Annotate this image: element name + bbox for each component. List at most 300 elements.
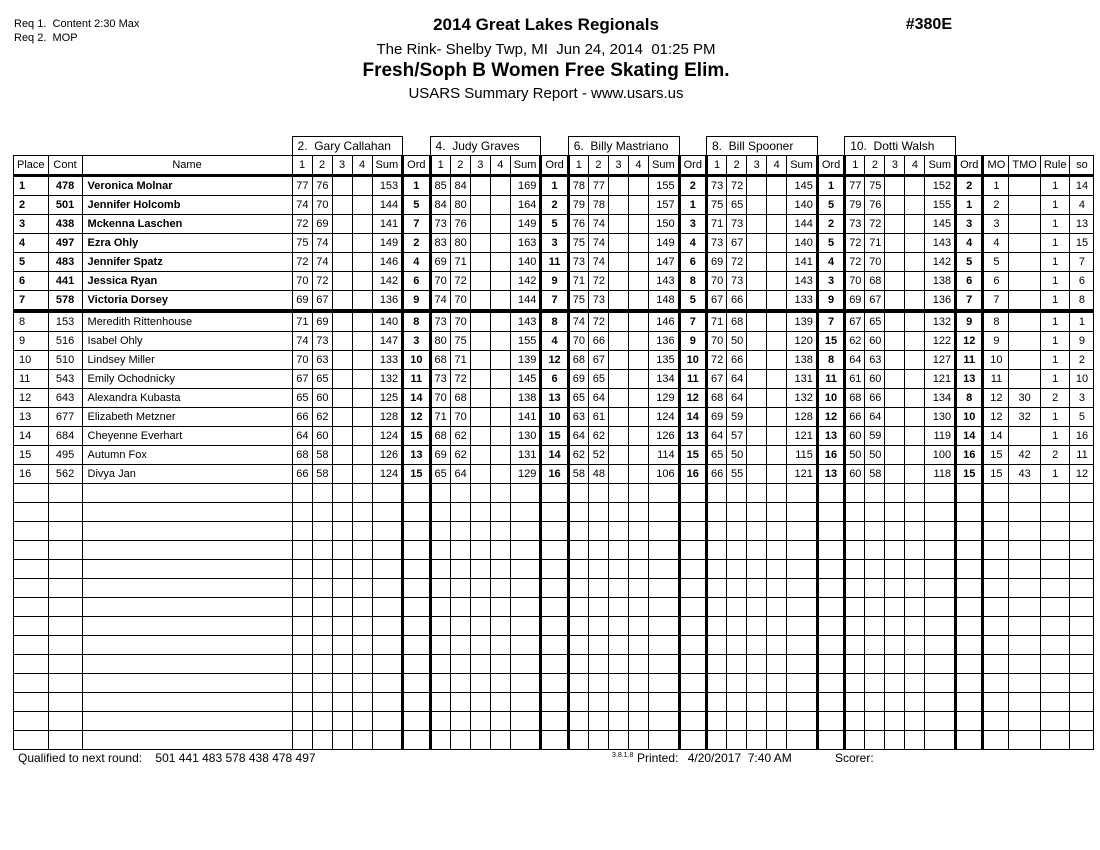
table-row bbox=[14, 332, 1094, 351]
cell-score bbox=[747, 370, 767, 389]
judge-name: 8. Bill Spooner bbox=[706, 137, 817, 156]
cell-score bbox=[747, 655, 767, 674]
cell-ord: 3 bbox=[679, 215, 706, 234]
cell-place bbox=[14, 503, 49, 522]
cell-name: Veronica Molnar bbox=[82, 176, 292, 196]
cell-sum: 169 bbox=[510, 176, 541, 196]
ord-spacer bbox=[679, 137, 706, 156]
cell-score bbox=[332, 712, 352, 731]
cell-score: 70 bbox=[706, 332, 726, 351]
cell-place bbox=[14, 712, 49, 731]
cell-score bbox=[332, 196, 352, 215]
cell-score: 50 bbox=[727, 446, 747, 465]
cell-cont: 483 bbox=[48, 253, 82, 272]
cell-score bbox=[628, 674, 648, 693]
cell-sum: 143 bbox=[648, 272, 679, 291]
cell-ord: 7 bbox=[541, 291, 568, 312]
cell-score: 62 bbox=[450, 446, 470, 465]
cell-mo bbox=[983, 617, 1009, 636]
cell-score bbox=[905, 579, 925, 598]
cell-score bbox=[905, 389, 925, 408]
cell-ord: 2 bbox=[956, 176, 983, 196]
cell-sum: 142 bbox=[925, 253, 956, 272]
cell-score: 66 bbox=[292, 465, 312, 484]
cell-rule bbox=[1040, 503, 1070, 522]
cell-score: 70 bbox=[450, 291, 470, 312]
cell-score bbox=[885, 579, 905, 598]
cell-score bbox=[905, 560, 925, 579]
cell-score bbox=[312, 579, 332, 598]
cell-ord: 5 bbox=[956, 253, 983, 272]
cell-score bbox=[767, 196, 787, 215]
cell-score bbox=[312, 712, 332, 731]
cell-score bbox=[905, 351, 925, 370]
cell-score bbox=[332, 176, 352, 196]
cell-ord: 5 bbox=[817, 234, 844, 253]
ord-spacer bbox=[956, 137, 983, 156]
cell-score bbox=[885, 408, 905, 427]
cell-cont bbox=[48, 522, 82, 541]
cell-sum: 136 bbox=[648, 332, 679, 351]
cell-sum bbox=[372, 712, 403, 731]
cell-score bbox=[608, 655, 628, 674]
cell-ord: 13 bbox=[679, 427, 706, 446]
cell-ord: 9 bbox=[679, 332, 706, 351]
cell-place: 8 bbox=[14, 311, 49, 332]
column-header: 4 bbox=[490, 156, 510, 176]
cell-score bbox=[608, 674, 628, 693]
cell-score bbox=[352, 332, 372, 351]
cell-score bbox=[312, 636, 332, 655]
cell-ord bbox=[403, 617, 430, 636]
cell-score bbox=[470, 674, 490, 693]
cell-ord: 4 bbox=[541, 332, 568, 351]
cell-mo: 2 bbox=[983, 196, 1009, 215]
cell-cont bbox=[48, 503, 82, 522]
cell-score: 72 bbox=[588, 311, 608, 332]
cell-ord: 1 bbox=[403, 176, 430, 196]
cell-score bbox=[568, 712, 588, 731]
cell-sum: 140 bbox=[787, 234, 818, 253]
cell-score bbox=[470, 446, 490, 465]
cell-score bbox=[450, 674, 470, 693]
cell-score bbox=[470, 351, 490, 370]
cell-score bbox=[450, 484, 470, 503]
cell-score: 70 bbox=[292, 351, 312, 370]
cell-ord bbox=[679, 693, 706, 712]
cell-tmo bbox=[1009, 351, 1040, 370]
cell-score: 60 bbox=[865, 332, 885, 351]
cell-score: 75 bbox=[450, 332, 470, 351]
cell-score bbox=[490, 541, 510, 560]
cell-ord: 10 bbox=[817, 389, 844, 408]
cell-sum bbox=[372, 579, 403, 598]
cell-score bbox=[490, 655, 510, 674]
cell-name: Jennifer Holcomb bbox=[82, 196, 292, 215]
cell-rule: 1 bbox=[1040, 196, 1070, 215]
cell-score bbox=[470, 389, 490, 408]
cell-sum: 115 bbox=[787, 446, 818, 465]
cell-so bbox=[1070, 693, 1094, 712]
cell-score bbox=[747, 484, 767, 503]
cell-score bbox=[865, 503, 885, 522]
qualified-values: 501 441 483 578 438 478 497 bbox=[155, 751, 316, 765]
cell-name: Autumn Fox bbox=[82, 446, 292, 465]
cell-sum bbox=[787, 617, 818, 636]
cell-score bbox=[450, 617, 470, 636]
empty-row bbox=[14, 522, 1094, 541]
judge-name: 2. Gary Callahan bbox=[292, 137, 403, 156]
cell-ord bbox=[541, 598, 568, 617]
cell-score bbox=[628, 253, 648, 272]
column-header: 3 bbox=[470, 156, 490, 176]
cell-score: 66 bbox=[706, 465, 726, 484]
cell-score bbox=[727, 484, 747, 503]
cell-mo bbox=[983, 655, 1009, 674]
cell-ord: 11 bbox=[817, 370, 844, 389]
cell-ord bbox=[541, 712, 568, 731]
cell-score bbox=[568, 598, 588, 617]
cell-score bbox=[747, 712, 767, 731]
cell-score: 74 bbox=[568, 311, 588, 332]
cell-score bbox=[332, 291, 352, 312]
cell-tmo bbox=[1009, 598, 1040, 617]
cell-score bbox=[292, 579, 312, 598]
cell-score bbox=[905, 427, 925, 446]
cell-score bbox=[608, 598, 628, 617]
cell-name bbox=[82, 541, 292, 560]
cell-score bbox=[905, 196, 925, 215]
cell-score bbox=[706, 617, 726, 636]
cell-score bbox=[608, 253, 628, 272]
cell-sum bbox=[925, 712, 956, 731]
cell-score bbox=[628, 215, 648, 234]
cell-name bbox=[82, 579, 292, 598]
cell-score bbox=[332, 731, 352, 750]
cell-score bbox=[628, 465, 648, 484]
cell-score bbox=[885, 541, 905, 560]
cell-sum: 129 bbox=[510, 465, 541, 484]
cell-score bbox=[352, 674, 372, 693]
cell-sum bbox=[648, 560, 679, 579]
cell-score: 59 bbox=[865, 427, 885, 446]
cell-sum bbox=[787, 598, 818, 617]
cell-rule bbox=[1040, 541, 1070, 560]
cell-ord: 5 bbox=[541, 215, 568, 234]
cell-ord bbox=[403, 484, 430, 503]
cell-score bbox=[885, 253, 905, 272]
cell-score: 71 bbox=[430, 408, 450, 427]
cell-ord: 11 bbox=[403, 370, 430, 389]
cell-cont: 578 bbox=[48, 291, 82, 312]
cell-tmo bbox=[1009, 712, 1040, 731]
cell-score bbox=[747, 408, 767, 427]
cell-score bbox=[352, 196, 372, 215]
cell-sum: 120 bbox=[787, 332, 818, 351]
cell-score bbox=[747, 196, 767, 215]
cell-score bbox=[885, 636, 905, 655]
cell-score bbox=[865, 655, 885, 674]
cell-ord bbox=[956, 503, 983, 522]
cell-name: Jennifer Spatz bbox=[82, 253, 292, 272]
cell-cont: 643 bbox=[48, 389, 82, 408]
cell-cont: 478 bbox=[48, 176, 82, 196]
cell-score bbox=[470, 408, 490, 427]
column-header: MO bbox=[983, 156, 1009, 176]
cell-score bbox=[568, 522, 588, 541]
column-header: 2 bbox=[727, 156, 747, 176]
cell-sum: 143 bbox=[510, 311, 541, 332]
cell-score: 74 bbox=[588, 234, 608, 253]
cell-score: 64 bbox=[727, 370, 747, 389]
cell-sum: 132 bbox=[372, 370, 403, 389]
cell-sum bbox=[925, 579, 956, 598]
cell-ord: 8 bbox=[817, 351, 844, 370]
cell-score bbox=[588, 503, 608, 522]
cell-score: 77 bbox=[292, 176, 312, 196]
cell-score bbox=[470, 196, 490, 215]
cell-mo: 1 bbox=[983, 176, 1009, 196]
cell-ord bbox=[541, 731, 568, 750]
cell-score bbox=[608, 465, 628, 484]
cell-so: 10 bbox=[1070, 370, 1094, 389]
cell-place bbox=[14, 731, 49, 750]
cell-mo: 4 bbox=[983, 234, 1009, 253]
cell-score bbox=[628, 272, 648, 291]
cell-so bbox=[1070, 731, 1094, 750]
cell-ord bbox=[403, 560, 430, 579]
cell-sum bbox=[787, 560, 818, 579]
cell-sum bbox=[925, 503, 956, 522]
cell-score bbox=[568, 579, 588, 598]
cell-score bbox=[905, 176, 925, 196]
cell-score bbox=[470, 291, 490, 312]
column-header: 1 bbox=[430, 156, 450, 176]
cell-tmo bbox=[1009, 636, 1040, 655]
cell-score bbox=[747, 465, 767, 484]
cell-ord: 12 bbox=[956, 332, 983, 351]
cell-score bbox=[490, 351, 510, 370]
cell-sum: 138 bbox=[787, 351, 818, 370]
cell-score bbox=[747, 579, 767, 598]
cell-score bbox=[312, 617, 332, 636]
cell-score: 69 bbox=[312, 311, 332, 332]
cell-mo: 5 bbox=[983, 253, 1009, 272]
cell-score bbox=[292, 655, 312, 674]
cell-score bbox=[747, 522, 767, 541]
cell-sum: 124 bbox=[372, 427, 403, 446]
cell-score bbox=[727, 655, 747, 674]
cell-sum bbox=[648, 541, 679, 560]
cell-sum: 135 bbox=[648, 351, 679, 370]
cell-score bbox=[767, 176, 787, 196]
cell-ord: 2 bbox=[817, 215, 844, 234]
cell-score bbox=[628, 370, 648, 389]
cell-score bbox=[706, 484, 726, 503]
cell-ord: 8 bbox=[956, 389, 983, 408]
empty-row bbox=[14, 636, 1094, 655]
cell-ord: 8 bbox=[403, 311, 430, 332]
cell-score bbox=[767, 522, 787, 541]
event-title: Fresh/Soph B Women Free Skating Elim. bbox=[362, 60, 730, 81]
cell-ord: 8 bbox=[541, 311, 568, 332]
cell-rule: 1 bbox=[1040, 272, 1070, 291]
cell-score bbox=[747, 272, 767, 291]
cell-sum: 152 bbox=[925, 176, 956, 196]
cell-score bbox=[865, 541, 885, 560]
cell-sum: 142 bbox=[510, 272, 541, 291]
cell-tmo: 43 bbox=[1009, 465, 1040, 484]
cell-ord bbox=[541, 655, 568, 674]
cell-ord bbox=[679, 541, 706, 560]
cell-score bbox=[885, 446, 905, 465]
cell-rule bbox=[1040, 617, 1070, 636]
cell-score bbox=[312, 655, 332, 674]
cell-sum bbox=[372, 522, 403, 541]
cell-score: 71 bbox=[865, 234, 885, 253]
cell-sum bbox=[510, 731, 541, 750]
cell-score bbox=[450, 598, 470, 617]
column-header: Sum bbox=[925, 156, 956, 176]
report-title: 2014 Great Lakes Regionals bbox=[433, 15, 659, 34]
cell-score: 64 bbox=[450, 465, 470, 484]
cell-sum: 149 bbox=[648, 234, 679, 253]
cell-sum: 126 bbox=[372, 446, 403, 465]
cell-ord: 1 bbox=[541, 176, 568, 196]
cell-ord: 12 bbox=[679, 389, 706, 408]
ord-spacer bbox=[403, 137, 430, 156]
cell-score bbox=[490, 446, 510, 465]
cell-score bbox=[608, 291, 628, 312]
cell-score bbox=[706, 731, 726, 750]
cell-score bbox=[490, 176, 510, 196]
cell-score bbox=[352, 560, 372, 579]
cell-score bbox=[865, 731, 885, 750]
ord-spacer bbox=[817, 137, 844, 156]
cell-rule bbox=[1040, 674, 1070, 693]
cell-score: 72 bbox=[727, 253, 747, 272]
cell-score bbox=[885, 484, 905, 503]
cell-score bbox=[470, 332, 490, 351]
cell-cont bbox=[48, 712, 82, 731]
cell-score bbox=[470, 234, 490, 253]
column-header: 2 bbox=[450, 156, 470, 176]
cell-score bbox=[332, 674, 352, 693]
cell-cont: 153 bbox=[48, 311, 82, 332]
cell-score bbox=[885, 560, 905, 579]
cell-score bbox=[352, 617, 372, 636]
cell-score bbox=[608, 693, 628, 712]
cell-score bbox=[588, 560, 608, 579]
cell-score bbox=[312, 484, 332, 503]
cell-score bbox=[845, 674, 865, 693]
cell-score: 75 bbox=[706, 196, 726, 215]
cell-score bbox=[352, 234, 372, 253]
cell-cont: 438 bbox=[48, 215, 82, 234]
cell-sum bbox=[510, 503, 541, 522]
cell-score: 64 bbox=[568, 427, 588, 446]
cell-ord: 16 bbox=[956, 446, 983, 465]
cell-sum: 155 bbox=[510, 332, 541, 351]
cell-score: 71 bbox=[706, 215, 726, 234]
cell-sum: 155 bbox=[925, 196, 956, 215]
cell-sum: 121 bbox=[787, 465, 818, 484]
cell-score bbox=[588, 674, 608, 693]
cell-score: 74 bbox=[588, 215, 608, 234]
cell-sum bbox=[648, 731, 679, 750]
cell-score bbox=[470, 215, 490, 234]
cell-sum: 147 bbox=[648, 253, 679, 272]
cell-score: 73 bbox=[568, 253, 588, 272]
cell-score bbox=[905, 215, 925, 234]
judge-name: 4. Judy Graves bbox=[430, 137, 541, 156]
cell-score: 76 bbox=[865, 196, 885, 215]
printed-line bbox=[637, 751, 792, 765]
cell-ord: 7 bbox=[403, 215, 430, 234]
cell-tmo bbox=[1009, 272, 1040, 291]
cell-score bbox=[608, 731, 628, 750]
cell-score bbox=[747, 389, 767, 408]
cell-score: 68 bbox=[568, 351, 588, 370]
cell-tmo bbox=[1009, 617, 1040, 636]
cell-score bbox=[727, 693, 747, 712]
cell-score bbox=[767, 427, 787, 446]
cell-cont bbox=[48, 579, 82, 598]
column-header: Ord bbox=[679, 156, 706, 176]
empty-row bbox=[14, 579, 1094, 598]
cell-so bbox=[1070, 541, 1094, 560]
cell-score bbox=[727, 560, 747, 579]
cell-so bbox=[1070, 617, 1094, 636]
cell-sum bbox=[925, 522, 956, 541]
cell-score bbox=[747, 215, 767, 234]
cell-score bbox=[312, 598, 332, 617]
cell-score: 68 bbox=[430, 427, 450, 446]
cell-score bbox=[885, 617, 905, 636]
cell-ord bbox=[956, 579, 983, 598]
cell-score bbox=[568, 503, 588, 522]
cell-score: 68 bbox=[865, 272, 885, 291]
cell-score bbox=[905, 291, 925, 312]
cell-ord bbox=[817, 731, 844, 750]
cell-score bbox=[865, 598, 885, 617]
cell-score bbox=[430, 655, 450, 674]
cell-place: 5 bbox=[14, 253, 49, 272]
cell-sum: 157 bbox=[648, 196, 679, 215]
cell-ord: 14 bbox=[679, 408, 706, 427]
cell-ord bbox=[541, 636, 568, 655]
cell-ord bbox=[956, 674, 983, 693]
cell-ord bbox=[541, 484, 568, 503]
cell-sum: 132 bbox=[787, 389, 818, 408]
cell-score: 67 bbox=[865, 291, 885, 312]
cell-name: Ezra Ohly bbox=[82, 234, 292, 253]
cell-rule: 2 bbox=[1040, 446, 1070, 465]
cell-score bbox=[767, 541, 787, 560]
cell-sum bbox=[510, 693, 541, 712]
cell-sum: 145 bbox=[787, 176, 818, 196]
table-row bbox=[14, 389, 1094, 408]
cell-score bbox=[885, 311, 905, 332]
cell-mo: 15 bbox=[983, 465, 1009, 484]
cell-score bbox=[845, 598, 865, 617]
cell-score bbox=[470, 598, 490, 617]
cell-score: 64 bbox=[845, 351, 865, 370]
cell-score bbox=[352, 655, 372, 674]
empty-row bbox=[14, 655, 1094, 674]
cell-place: 4 bbox=[14, 234, 49, 253]
cell-cont bbox=[48, 636, 82, 655]
